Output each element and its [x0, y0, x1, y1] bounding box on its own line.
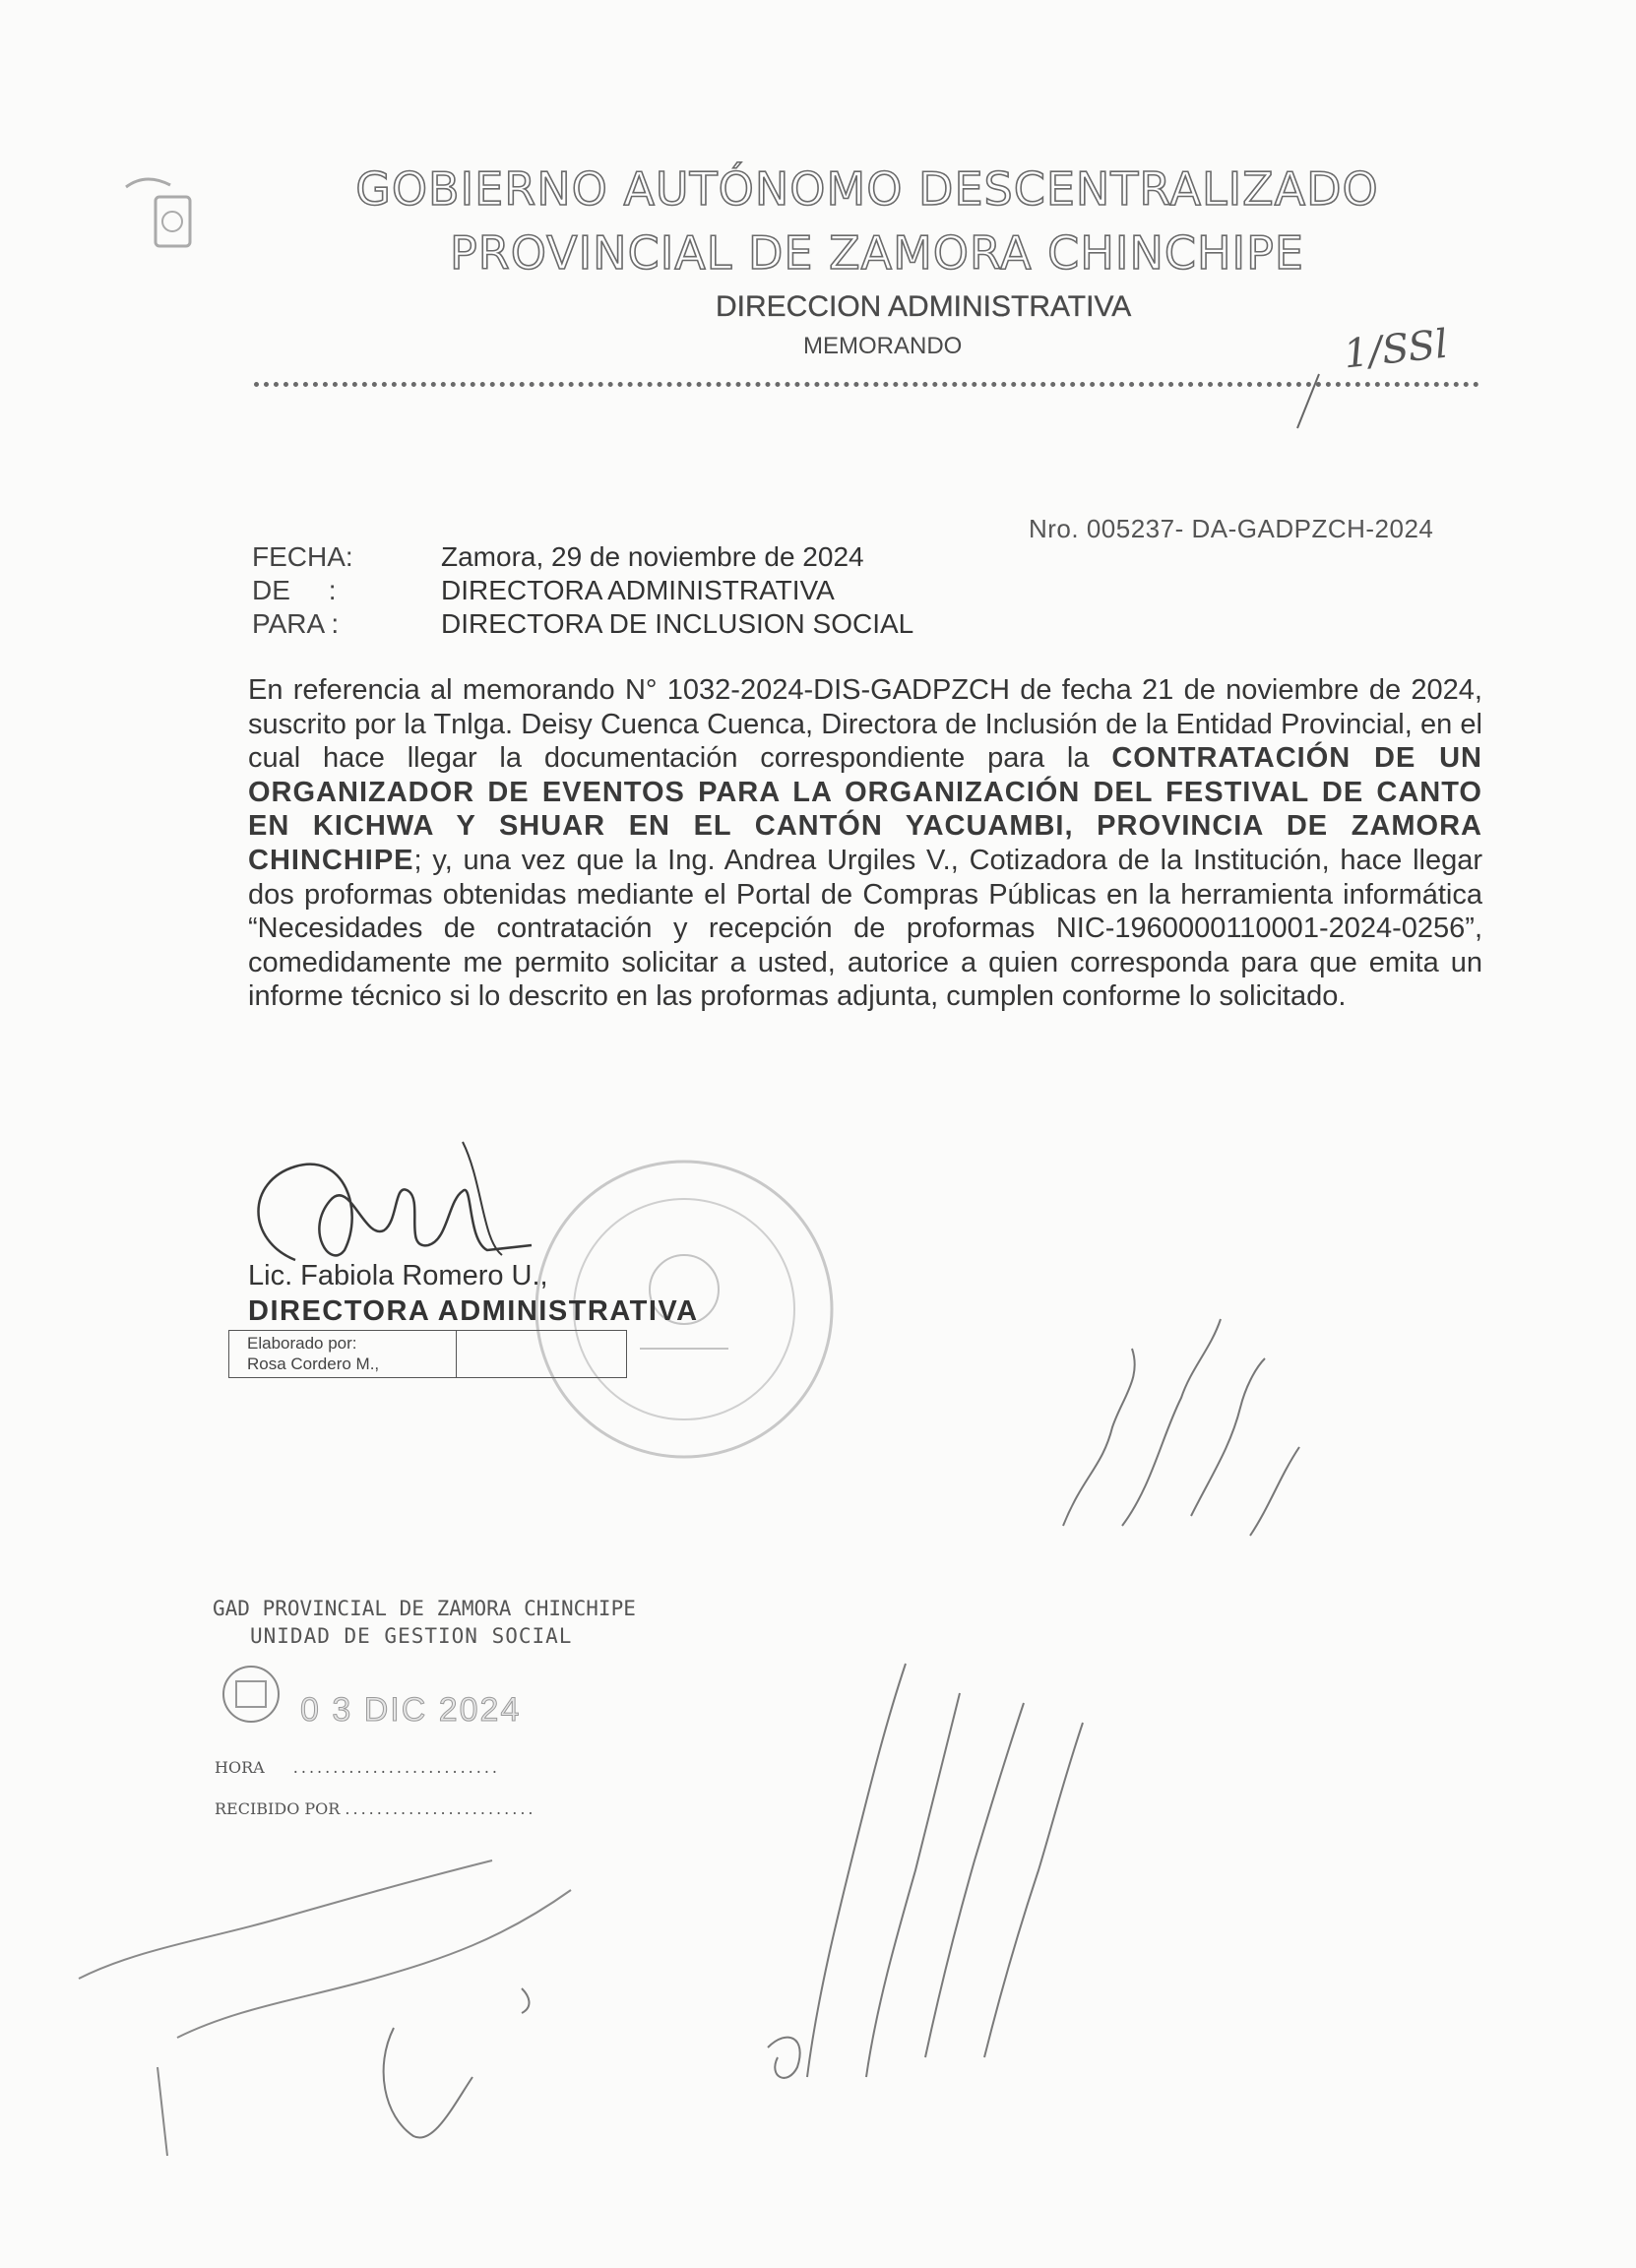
header-divider	[254, 382, 1479, 387]
body-part2: ; y, una vez que la Ing. Andrea Urgiles V., Cotizadora de la Institución, hace llegar dos proformas obtenidas mediante el Portal de Compras Públicas en la herramienta informática “Necesidades de contratación y recepción de proformas NIC-1960000110001-2024-0256”, comedidamente me permito solicitar a usted, autorice a quien corresponda para que emita un informe técnico si lo descrito en las proformas adjunta, cumplen conforme lo solicitado.	[248, 844, 1482, 1013]
fecha-value: Zamora, 29 de noviembre de 2024	[441, 541, 864, 572]
memo-body	[248, 673, 1482, 1014]
reception-recibido	[215, 1799, 535, 1818]
header-title-line2: PROVINCIAL DE ZAMORA CHINCHIPE	[450, 226, 1304, 280]
signatory-name: Lic. Fabiola Romero U.,	[248, 1260, 548, 1292]
reception-stamp-logo	[219, 1662, 283, 1727]
handwritten-scribble-right	[1043, 1230, 1319, 1545]
reception-hora	[215, 1758, 500, 1777]
prepared-by-cell	[229, 1331, 457, 1377]
recibido-label: RECIBIDO POR	[215, 1799, 341, 1818]
signatory-title: DIRECTORA ADMINISTRATIVA	[248, 1295, 699, 1327]
prepared-by-label: Elaborado por:	[247, 1334, 357, 1353]
header-doc-type: MEMORANDO	[803, 333, 963, 359]
hora-label: HORA	[215, 1758, 265, 1777]
reception-stamp-date: 0 3 DIC 2024	[300, 1691, 522, 1729]
recibido-dots: ........................	[345, 1799, 536, 1818]
de-label: DE :	[252, 575, 337, 605]
reception-stamp-line1: GAD PROVINCIAL DE ZAMORA CHINCHIPE	[213, 1597, 636, 1620]
de-value: DIRECTORA ADMINISTRATIVA	[441, 575, 835, 605]
hora-dots: ..........................	[292, 1758, 500, 1777]
body-part1: En referencia al memorando N° 1032-2024-DIS-GADPZCH de fecha 21 de noviembre de 2024, suscrito por la Tnlga. Deisy Cuenca Cuenca, Directora de Inclusión de la Entidad Provincial, en el cual hace llegar la documentación correspondiente para la	[248, 674, 1482, 775]
para-value: DIRECTORA DE INCLUSION SOCIAL	[441, 608, 914, 639]
prepared-by-name: Rosa Cordero M.,	[247, 1354, 380, 1373]
header-title-line1: GOBIERNO AUTÓNOMO DESCENTRALIZADO	[355, 162, 1379, 216]
handwritten-memo-number: 1/SSl	[1341, 321, 1450, 378]
handwritten-note-lower-middle	[748, 1585, 1142, 2097]
para-label: PARA :	[252, 608, 340, 639]
body-bold-subject: CONTRATACIÓN DE UN ORGANIZADOR DE EVENTOS PARA LA ORGANIZACIÓN DEL FESTIVAL DE CANTO EN KICHWA Y SHUAR EN EL CANTÓN YACUAMBI, PROVINCIA DE ZAMORA CHINCHIPE	[248, 742, 1482, 876]
fecha-label: FECHA:	[252, 541, 353, 572]
memo-number: Nro. 005237- DA-GADPZCH-2024	[1029, 514, 1434, 543]
header-department: DIRECCION ADMINISTRATIVA	[716, 290, 1132, 323]
reception-stamp-line2: UNIDAD DE GESTION SOCIAL	[250, 1624, 573, 1648]
prepared-by-box	[228, 1330, 627, 1378]
handwritten-note-lower-left	[59, 1831, 669, 2156]
